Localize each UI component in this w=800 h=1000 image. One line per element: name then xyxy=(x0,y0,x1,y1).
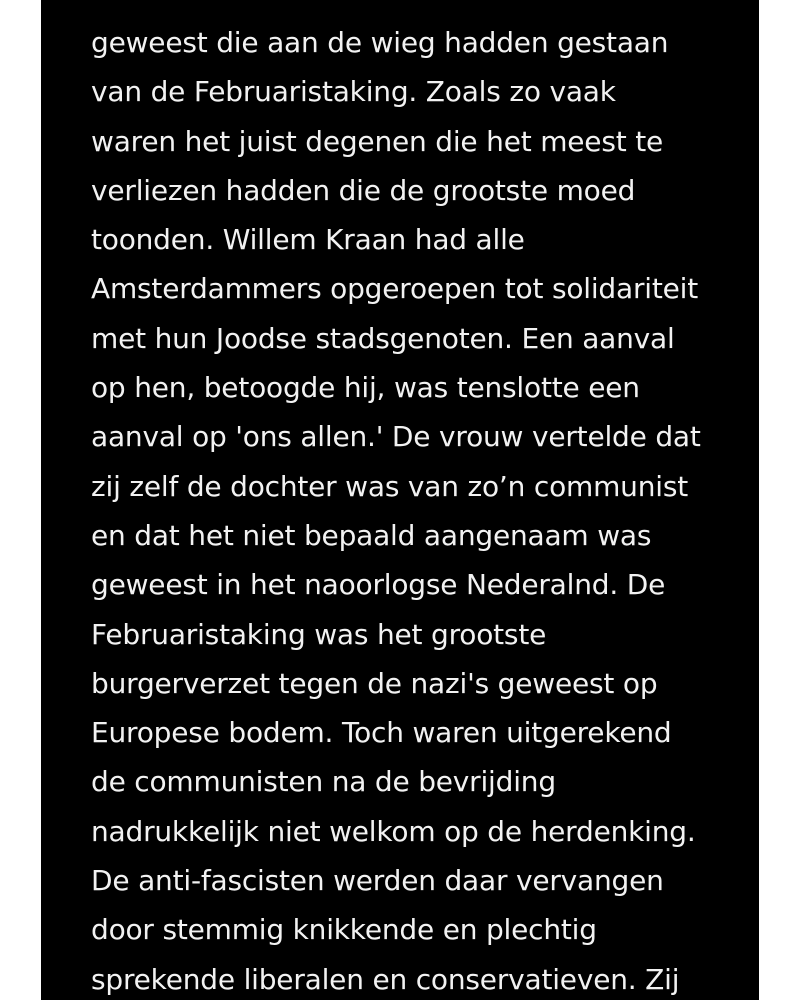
reader-screen xyxy=(41,0,759,1000)
text-line: van de Februaristaking. Zoals zo vaak xyxy=(91,75,616,109)
text-line: door stemmig knikkende en plechtig xyxy=(91,913,597,947)
text-line: geweest die aan de wieg hadden gestaan xyxy=(91,26,669,59)
text-line: zij zelf de dochter was van zo’n communist xyxy=(91,469,688,503)
text-line: nadrukkelijk niet welkom op de herdenking. xyxy=(91,814,696,848)
text-line: Amsterdammers opgeroepen tot solidariteit xyxy=(91,272,699,306)
text-line: verliezen hadden die de grootste moed xyxy=(91,173,636,207)
text-line: op hen, betoogde hij, was tenslotte een xyxy=(91,371,640,405)
document-text xyxy=(91,18,751,1000)
text-line: waren het juist degenen die het meest te xyxy=(91,124,664,158)
text-line: met hun Joodse stadsgenoten. Een aanval xyxy=(91,321,675,355)
text-line: en dat het niet bepaald aangenaam was xyxy=(91,518,652,552)
text-line: Europese bodem. Toch waren uitgerekend xyxy=(91,716,672,750)
text-line: aanval op 'ons allen.' De vrouw vertelde dat xyxy=(91,420,701,454)
text-line: geweest in het naoorlogse Nederalnd. De xyxy=(91,568,666,602)
text-line: De anti-fascisten werden daar vervangen xyxy=(91,864,664,898)
text-line: toonden. Willem Kraan had alle xyxy=(91,223,525,257)
text-line: Februaristaking was het grootste xyxy=(91,617,547,651)
text-line: sprekende liberalen en conservatieven. Zij xyxy=(91,962,680,996)
text-line: de communisten na de bevrijding xyxy=(91,765,556,799)
text-line: burgerverzet tegen de nazi's geweest op xyxy=(91,666,658,700)
